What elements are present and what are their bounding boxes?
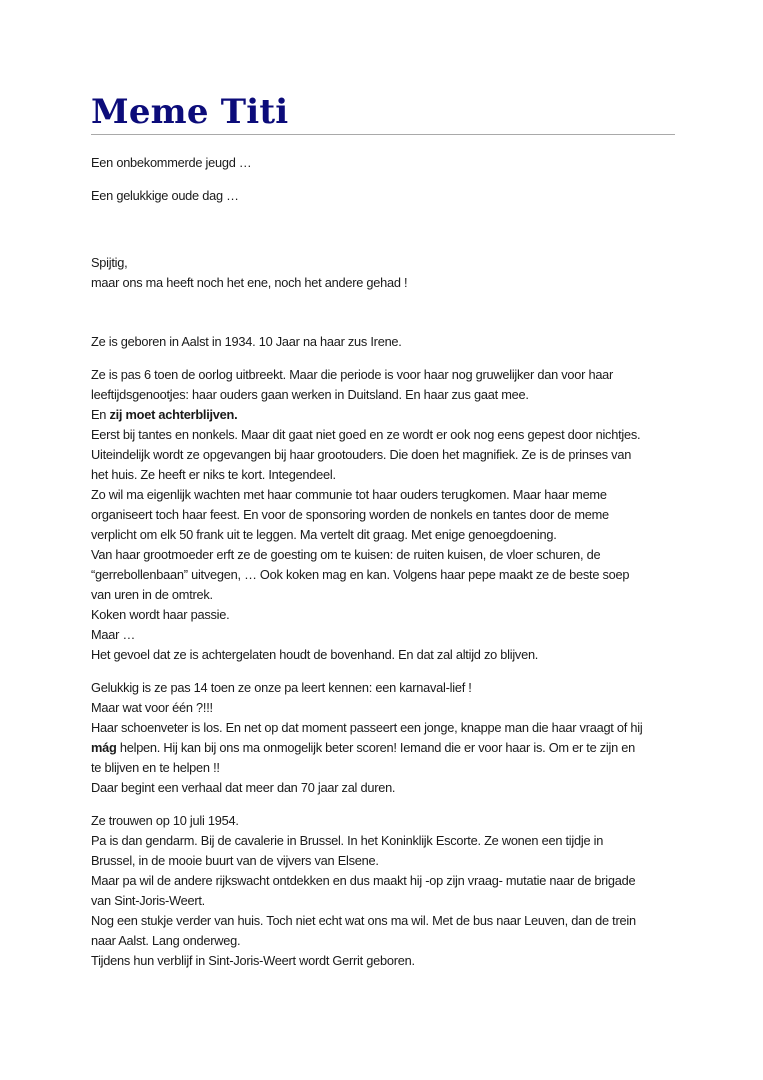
paragraph-birth: Ze is geboren in Aalst in 1934. 10 Jaar na haar zus Irene. [91,334,402,349]
text-line: Koken wordt haar passie. [91,607,230,622]
text-line: Maar pa wil de andere rijkswacht ontdekken en dus maakt hij -op zijn vraag- mutatie naar de brigade [91,873,636,888]
text-line: Tijdens hun verblijf in Sint-Joris-Weert wordt Gerrit geboren. [91,953,415,968]
intro-line: Spijtig, [91,255,128,270]
text-line: Maar … [91,627,136,642]
text-line: Maar wat voor één ?!!! [91,700,213,715]
text-line: Eerst bij tantes en nonkels. Maar dit gaat niet goed en ze wordt er ook nog eens gepest door nichtjes. [91,427,641,442]
text-line: organiseert toch haar feest. En voor de sponsoring worden de nonkels en tantes door de meme [91,507,609,522]
text-line: Ze is pas 6 toen de oorlog uitbreekt. Maar die periode is voor haar nog gruwelijker dan voor haar [91,367,614,382]
text-line: te blijven en te helpen !! [91,760,220,775]
text-line: Pa is dan gendarm. Bij de cavalerie in Brussel. In het Koninklijk Escorte. Ze wonen een tijdje in [91,833,604,848]
text-line: leeftijdsgenootjes: haar ouders gaan werken in Duitsland. En haar zus gaat mee. [91,387,529,402]
text-line: het huis. Ze heeft er niks te kort. Integendeel. [91,467,336,482]
text-line: verplicht om elk 50 frank uit te leggen. Ma vertelt dit graag. Met enige genoegdoening. [91,527,557,542]
text-line: Het gevoel dat ze is achtergelaten houdt de bovenhand. En dat zal altijd zo blijven. [91,647,539,662]
intro-line: Een onbekommerde jeugd … [91,155,252,170]
emphasis-text: mág [91,740,117,755]
text-line: Daar begint een verhaal dat meer dan 70 jaar zal duren. [91,780,396,795]
page-title: Meme Titi [91,92,289,132]
paragraph-marriage [91,811,691,971]
paragraph-meeting [91,678,691,798]
text-line: Nog een stukje verder van huis. Toch niet echt wat ons ma wil. Met de bus naar Leuven, dan de trein [91,913,636,928]
text-span: En [91,407,110,422]
intro-line: Een gelukkige oude dag … [91,188,239,203]
text-line: Gelukkig is ze pas 14 toen ze onze pa leert kennen: een karnaval-lief ! [91,680,472,695]
text-line: Van haar grootmoeder erft ze de goesting om te kuisen: de ruiten kuisen, de vloer schuren, de [91,547,601,562]
text-line [91,738,691,758]
text-line: van uren in de omtrek. [91,587,213,602]
document-body [91,153,691,971]
text-line [91,405,691,425]
text-line: Zo wil ma eigenlijk wachten met haar communie tot haar ouders terugkomen. Maar haar meme [91,487,607,502]
text-line: “gerrebollenbaan” uitvegen, … Ook koken mag en kan. Volgens haar pepe maakt ze de beste soep [91,567,630,582]
emphasis-text: zij moet achterblijven. [109,407,238,422]
text-line: Haar schoenveter is los. En net op dat moment passeert een jonge, knappe man die haar vraagt of hij [91,720,643,735]
text-line: naar Aalst. Lang onderweg. [91,933,241,948]
text-line: Ze trouwen op 10 juli 1954. [91,813,239,828]
intro-line: maar ons ma heeft noch het ene, noch het andere gehad ! [91,275,408,290]
title-divider [91,134,675,135]
text-span: helpen. Hij kan bij ons ma onmogelijk beter scoren! Iemand die er voor haar is. Om er te zijn en [116,740,636,755]
paragraph-war [91,365,691,665]
text-line: Brussel, in de mooie buurt van de vijvers van Elsene. [91,853,379,868]
text-line: van Sint-Joris-Weert. [91,893,205,908]
text-line: Uiteindelijk wordt ze opgevangen bij haar grootouders. Die doen het magnifiek. Ze is de prinses van [91,447,632,462]
